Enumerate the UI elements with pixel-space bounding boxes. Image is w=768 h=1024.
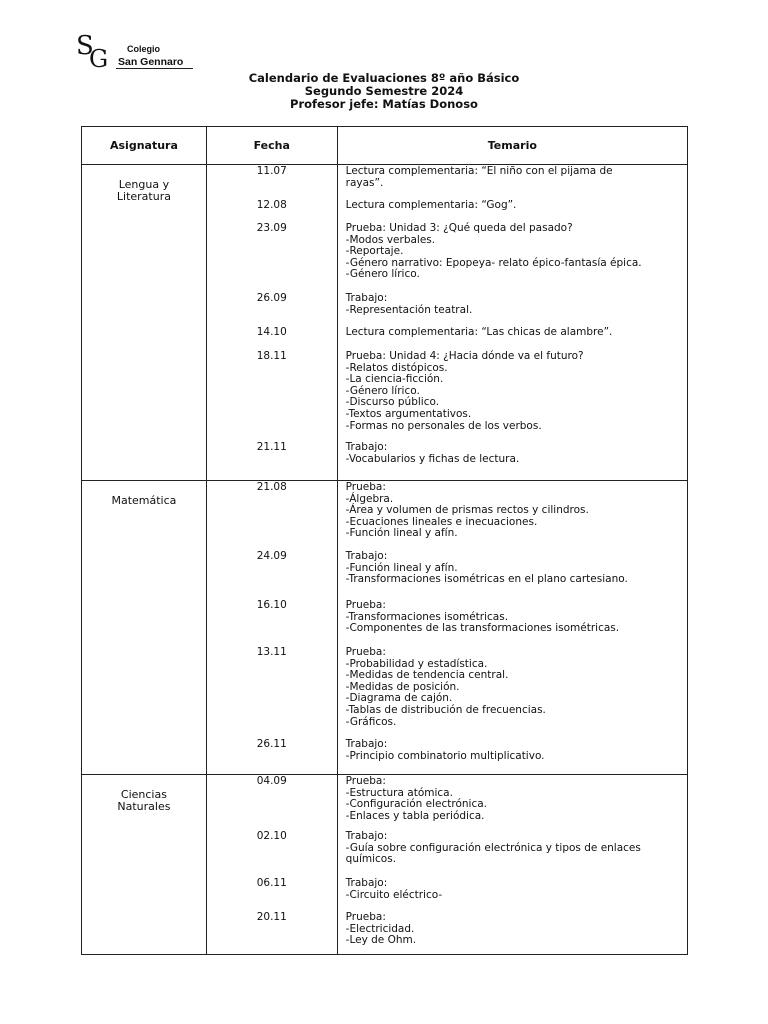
entry-date: 02.10 xyxy=(256,830,287,842)
temario-line: -Género narrativo: Epopeya- relato épico-fantasía épica. xyxy=(345,256,642,269)
entry-date: 21.11 xyxy=(256,441,287,453)
entry-temario xyxy=(338,551,687,586)
temario-line: -Enlaces y tabla periódica. xyxy=(345,809,485,822)
temario-line: -Vocabularios y fichas de lectura. xyxy=(345,452,520,465)
entry-date: 12.08 xyxy=(256,199,287,211)
temario-line: -Probabilidad y estadística. xyxy=(345,657,488,670)
entry-date: 18.11 xyxy=(256,350,287,362)
temario-line: Prueba: xyxy=(345,646,386,658)
temario-line: -Estructura atómica. xyxy=(345,786,453,799)
temario-cell xyxy=(337,775,687,955)
temario-line: -Género lírico. xyxy=(345,384,420,397)
entry-date: 23.09 xyxy=(256,222,287,234)
entry-temario xyxy=(338,776,687,822)
temario-line: -Textos argumentativos. xyxy=(345,407,472,420)
document-heading xyxy=(0,72,768,111)
temario-line: -Medidas de tendencia central. xyxy=(345,669,509,682)
temario-line: Trabajo: xyxy=(345,441,388,453)
temario-line: Lectura complementaria: “Las chicas de alambre”. xyxy=(345,326,613,338)
temario-line: Prueba: xyxy=(345,599,386,611)
temario-line: -Medidas de posición. xyxy=(345,680,460,693)
entry-temario xyxy=(338,600,687,635)
logo-monogram-g: G xyxy=(89,45,109,70)
entry-date: 14.10 xyxy=(256,326,287,338)
entry-date: 04.09 xyxy=(256,775,287,787)
temario-line: -Función lineal y afín. xyxy=(345,561,458,574)
subject-row xyxy=(82,165,688,481)
logo-underline xyxy=(116,68,193,69)
entry-date: 20.11 xyxy=(256,911,287,923)
heading-semester: Segundo Semestre 2024 xyxy=(304,84,464,98)
temario-line: Lectura complementaria: “El niño con el pijama de xyxy=(345,165,613,177)
temario-line: -Género lírico. xyxy=(345,268,420,281)
fecha-cell xyxy=(206,481,337,775)
entry-date: 16.10 xyxy=(256,599,287,611)
entry-temario xyxy=(338,442,687,465)
heading-title: Calendario de Evaluaciones 8º año Básico xyxy=(248,71,520,85)
temario-cell xyxy=(337,481,687,775)
temario-line: Trabajo: xyxy=(345,738,388,750)
entry-date: 11.07 xyxy=(256,165,287,177)
temario-line: Prueba: Unidad 3: ¿Qué queda del pasado? xyxy=(345,222,573,234)
entry-temario xyxy=(338,351,687,432)
temario-line: Lectura complementaria: “Gog”. xyxy=(345,199,517,211)
temario-cell xyxy=(337,165,687,481)
temario-line: -Configuración electrónica. xyxy=(345,798,488,811)
temario-line: -Transformaciones isométricas en el plano cartesiano. xyxy=(345,573,628,586)
temario-line: Prueba: Unidad 4: ¿Hacia dónde va el futuro? xyxy=(345,350,584,362)
temario-line: -Álgebra. xyxy=(345,492,394,505)
temario-line: -Circuito eléctrico- xyxy=(345,888,443,901)
temario-line: Trabajo: xyxy=(345,830,388,842)
entry-temario xyxy=(338,831,687,866)
temario-line: -Diagrama de cajón. xyxy=(345,692,453,705)
entry-date: 26.09 xyxy=(256,292,287,304)
temario-line: -Relatos distópicos. xyxy=(345,361,448,374)
entry-temario xyxy=(338,166,687,189)
entry-date: 06.11 xyxy=(256,877,287,889)
temario-line: -Transformaciones isométricas. xyxy=(345,610,509,623)
evaluation-table xyxy=(81,126,688,955)
sg-monogram-icon xyxy=(76,30,118,70)
school-logo xyxy=(76,30,196,74)
logo-colegio: Colegio xyxy=(127,44,160,54)
subject-name-cell xyxy=(82,775,207,955)
heading-teacher: Profesor jefe: Matías Donoso xyxy=(290,97,478,111)
temario-line: Prueba: xyxy=(345,481,386,493)
entry-temario xyxy=(338,200,687,212)
temario-line: -Principio combinatorio multiplicativo. xyxy=(345,749,545,762)
temario-line: Trabajo: xyxy=(345,877,388,889)
temario-line: -Guía sobre configuración electrónica y tipos de enlaces xyxy=(345,841,641,854)
temario-line: -Electricidad. xyxy=(345,922,415,935)
temario-line: -Formas no personales de los verbos. xyxy=(345,419,542,432)
subject-name-line: Literatura xyxy=(116,190,171,203)
entry-date: 21.08 xyxy=(256,481,287,493)
temario-line: -Discurso público. xyxy=(345,396,440,409)
temario-line: químicos. xyxy=(345,853,397,866)
subject-row xyxy=(82,481,688,775)
entry-temario xyxy=(338,739,687,762)
temario-line: -Componentes de las transformaciones isométricas. xyxy=(345,622,620,635)
entry-temario xyxy=(338,293,687,316)
temario-line: -Gráficos. xyxy=(345,715,397,728)
temario-line: -Modos verbales. xyxy=(345,233,436,246)
temario-line: rayas”. xyxy=(345,176,384,189)
subject-name-cell xyxy=(82,481,207,775)
temario-line: Trabajo: xyxy=(345,292,388,304)
subject-name-cell xyxy=(82,165,207,481)
logo-monogram-s: S xyxy=(76,31,94,61)
fecha-cell xyxy=(206,775,337,955)
temario-line: -Representación teatral. xyxy=(345,303,473,316)
fecha-cell xyxy=(206,165,337,481)
temario-line: Prueba: xyxy=(345,911,386,923)
entry-temario xyxy=(338,482,687,540)
header-temario: Temario xyxy=(337,127,687,165)
entry-temario xyxy=(338,647,687,728)
temario-line: -Ley de Ohm. xyxy=(345,934,417,947)
entry-temario xyxy=(338,327,687,339)
entry-date: 26.11 xyxy=(256,738,287,750)
temario-line: -Tablas de distribución de frecuencias. xyxy=(345,703,546,716)
entry-date: 13.11 xyxy=(256,646,287,658)
entry-temario xyxy=(338,223,687,281)
temario-line: -Función lineal y afín. xyxy=(345,527,458,540)
temario-line: Trabajo: xyxy=(345,550,388,562)
subject-name-line: Naturales xyxy=(117,800,171,813)
temario-line: -Reportaje. xyxy=(345,245,404,258)
temario-line: -Ecuaciones lineales e inecuaciones. xyxy=(345,515,538,528)
logo-school-name: San Gennaro xyxy=(118,56,184,68)
subject-name-line: Lengua y xyxy=(118,178,170,191)
temario-line: Prueba: xyxy=(345,775,386,787)
entry-temario xyxy=(338,912,687,947)
header-asignatura: Asignatura xyxy=(82,127,207,165)
temario-line: -La ciencia-ficción. xyxy=(345,373,444,386)
temario-line: -Área y volumen de prismas rectos y cilindros. xyxy=(345,504,589,517)
subject-name-line: Ciencias xyxy=(120,788,167,801)
subject-name-line: Matemática xyxy=(111,494,177,507)
header-fecha: Fecha xyxy=(206,127,337,165)
entry-date: 24.09 xyxy=(256,550,287,562)
subject-row xyxy=(82,775,688,955)
table-header-row xyxy=(82,127,688,165)
entry-temario xyxy=(338,878,687,901)
